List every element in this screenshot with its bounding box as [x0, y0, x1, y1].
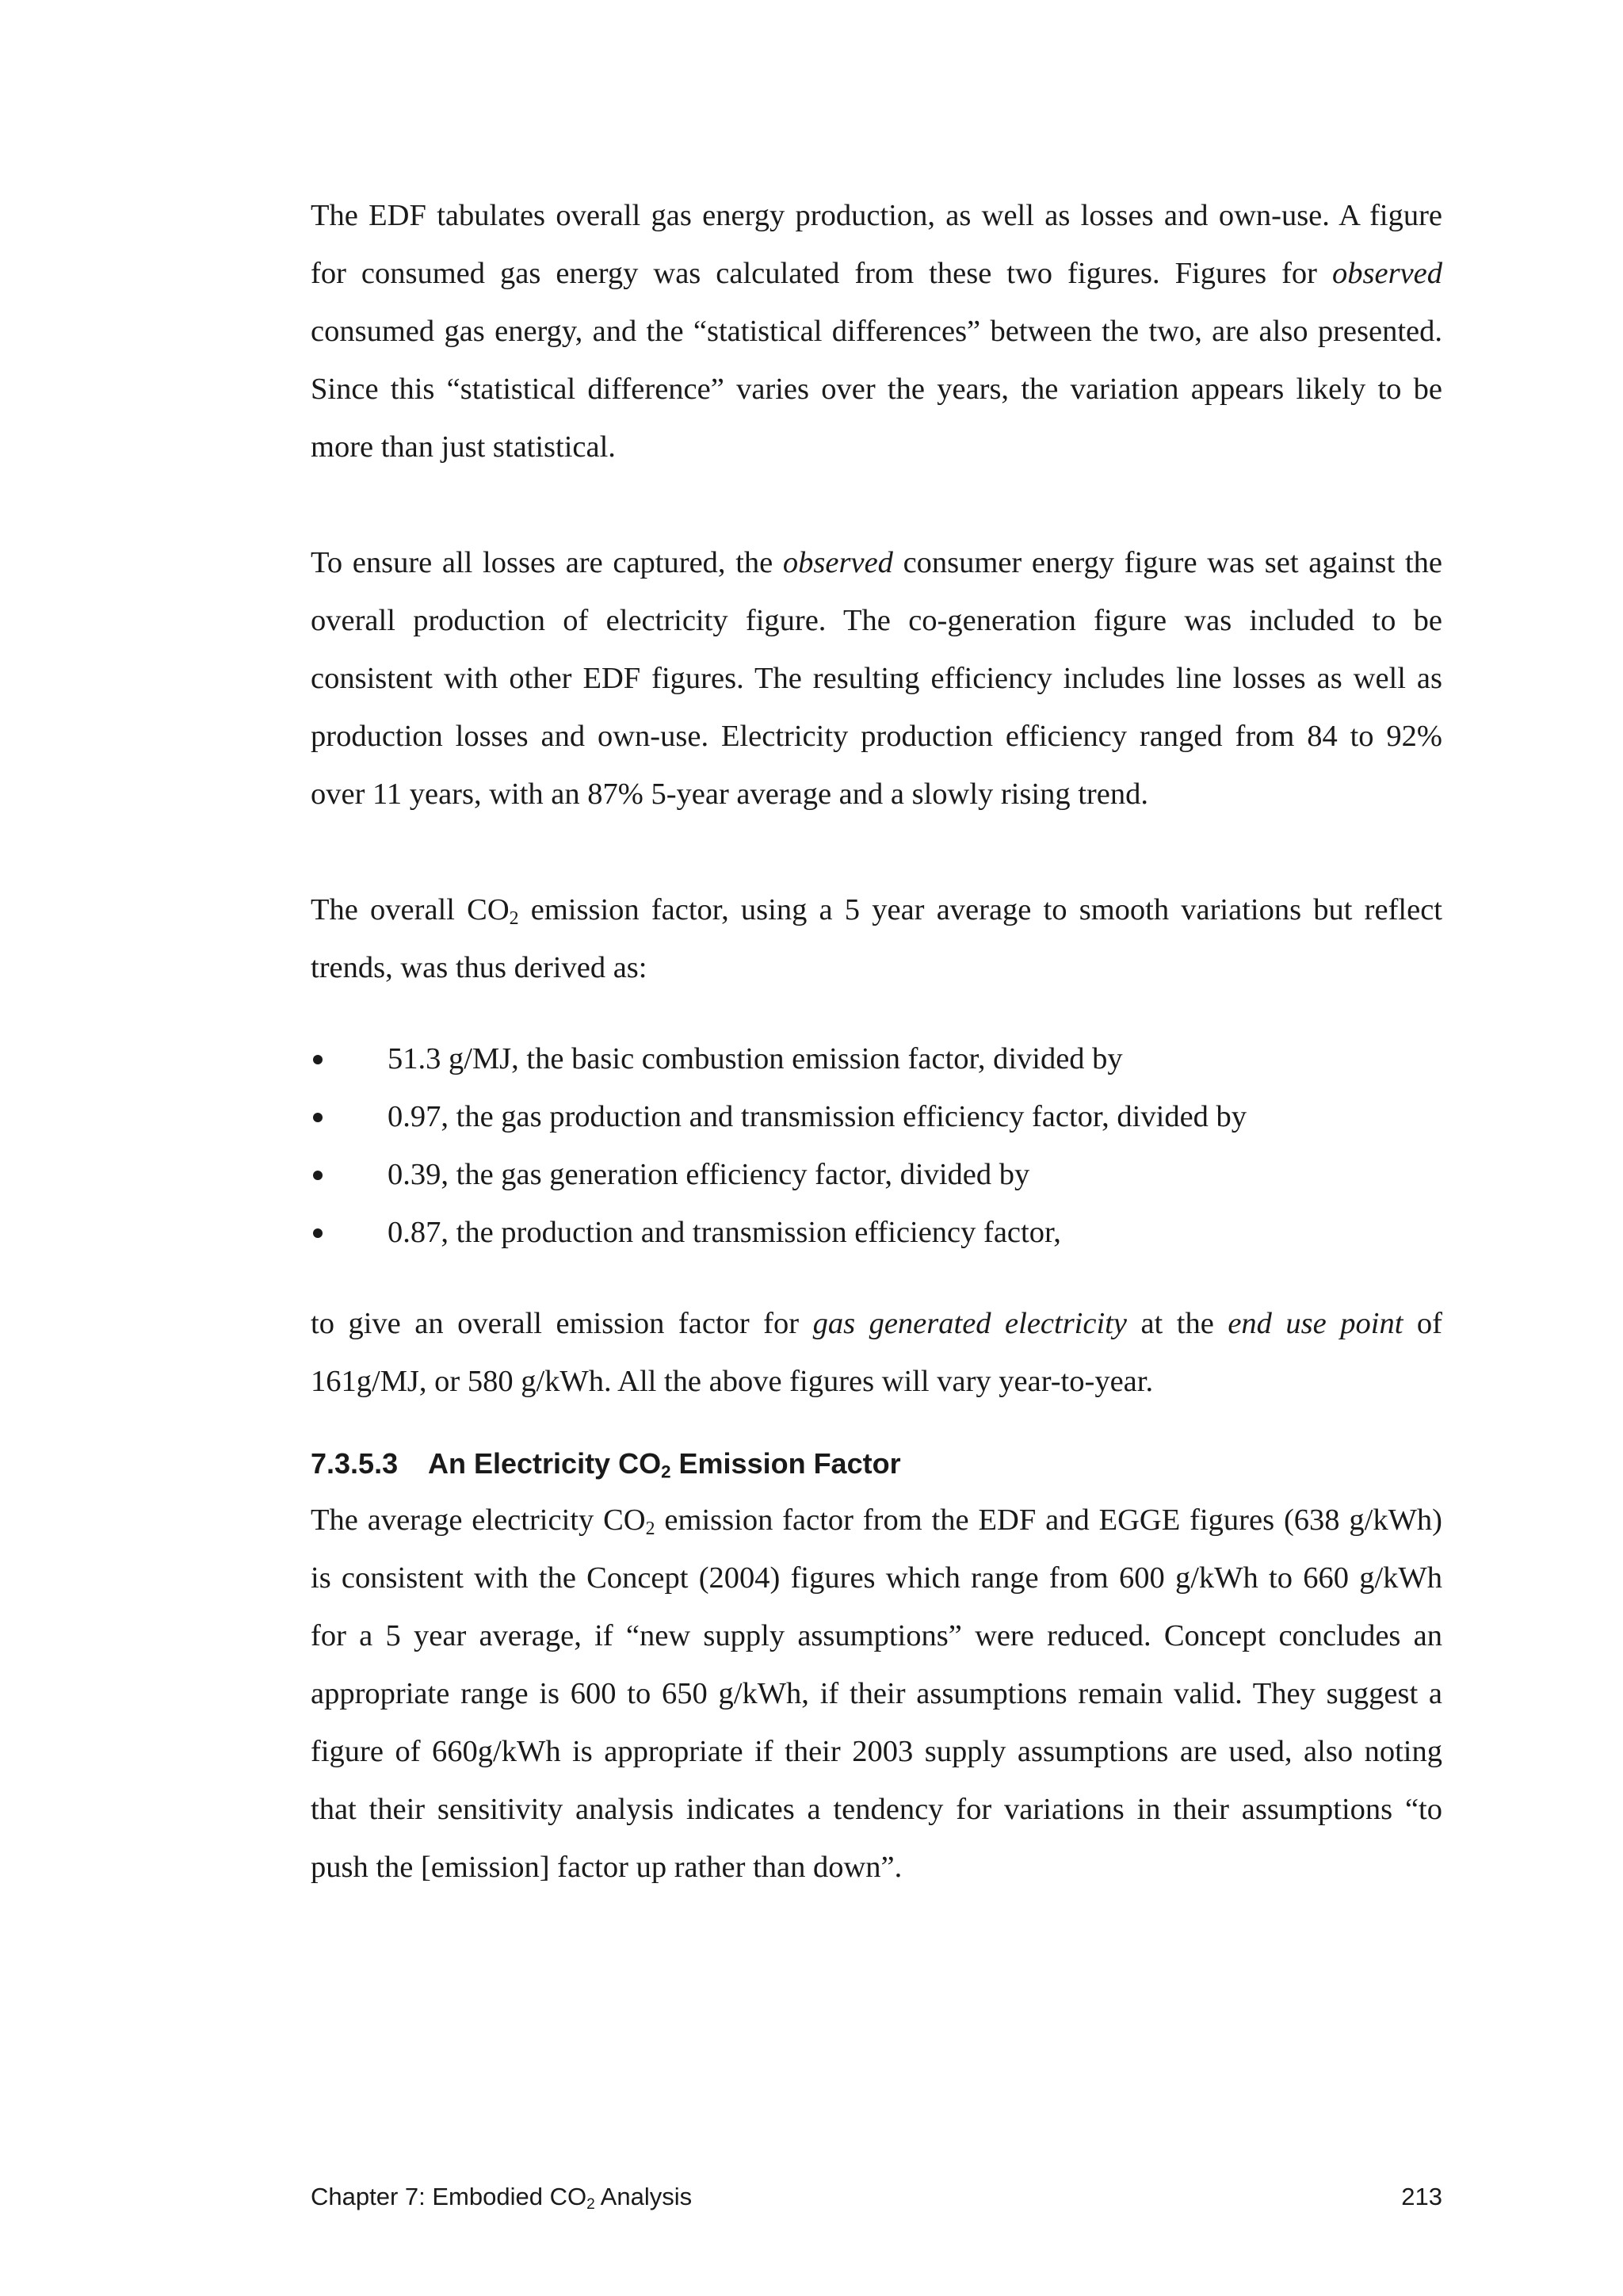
paragraph-text: emission factor, using a 5 year average to smooth variations but reflect trends, was thus derived as: — [311, 893, 1442, 984]
list-item — [311, 1030, 1442, 1088]
paragraph-text: consumed gas energy, and the “statistical differences” between the two, are also presented. Since this “statistical difference” varies over the years, the variation appears likely to be more than just statistical. — [311, 315, 1442, 464]
footer-chapter — [311, 2183, 693, 2213]
paragraph-losses-captured — [311, 534, 1442, 823]
emphasis-gas-generated-electricity: gas generated electricity — [812, 1307, 1127, 1340]
list-item — [311, 1088, 1442, 1146]
subscript: 2 — [645, 1518, 655, 1539]
section-heading — [311, 1444, 1442, 1484]
list-item-text: 0.87, the production and transmission efficiency factor, — [388, 1216, 1061, 1249]
paragraph-text: consumer energy figure was set against the overall production of electricity figure. The co-generation figure was included to be consistent with other EDF figures. The resulting efficiency includes line losses as well as production losses and own-use. Electricity production efficiency ranged from 84 to 92% over 11 years, with an 87% 5-year average and a slowly rising trend. — [311, 546, 1442, 811]
page-number: 213 — [1401, 2183, 1442, 2210]
bullet-icon — [313, 1171, 323, 1180]
emphasis-observed: observed — [1332, 257, 1442, 290]
page-content — [311, 187, 1442, 1897]
section-title: Emission Factor — [670, 1447, 901, 1480]
subscript: 2 — [661, 1461, 671, 1482]
paragraph-emission-factor-intro — [311, 881, 1442, 997]
subscript: 2 — [509, 907, 519, 929]
paragraph-text: at the — [1126, 1307, 1228, 1340]
paragraph-text: of 161g/MJ, or 580 g/kWh. All the above figures will vary year-to-year. — [311, 1307, 1442, 1398]
footer-text: Chapter 7: Embodied CO — [311, 2183, 587, 2210]
paragraph-text: To ensure all losses are captured, the — [311, 546, 783, 579]
paragraph-electricity-factor — [311, 1492, 1442, 1897]
emphasis-end-use-point: end use point — [1228, 1307, 1403, 1340]
list-item-text: 0.39, the gas generation efficiency factor, divided by — [388, 1158, 1030, 1191]
bullet-icon — [313, 1228, 323, 1238]
list-item-text: 51.3 g/MJ, the basic combustion emission factor, divided by — [388, 1042, 1123, 1075]
bullet-icon — [313, 1113, 323, 1122]
paragraph-gas-production — [311, 187, 1442, 476]
footer-text: Analysis — [594, 2183, 693, 2210]
subscript: 2 — [586, 2195, 595, 2213]
paragraph-text: The EDF tabulates overall gas energy production, as well as losses and own-use. A figure for consumed gas energy was calculated from these two figures. Figures for — [311, 199, 1442, 290]
page-footer — [311, 2181, 1442, 2213]
paragraph-text: The average electricity CO — [311, 1503, 646, 1537]
section-number: 7.3.5.3 — [311, 1447, 399, 1480]
list-item — [311, 1146, 1442, 1204]
emphasis-observed: observed — [782, 546, 893, 579]
paragraph-text: emission factor from the EDF and EGGE figures (638 g/kWh) is consistent with the Concept (2004) figures which range from 600 g/kWh to 660 g/kWh for a 5 year average, if “new supply assumptions” were reduced. Concept concludes an appropriate range is 600 to 650 g/kWh, if their assumptions remain valid. They suggest a figure of 660g/kWh is appropriate if their 2003 supply assumptions are used, also noting that their sensitivity analysis indicates a tendency for variations in their assumptions “to push the [emission] factor up rather than down”. — [311, 1503, 1443, 1884]
paragraph-text: The overall CO — [311, 893, 510, 926]
section-title: An Electricity CO — [428, 1447, 662, 1480]
paragraph-text: to give an overall emission factor for — [311, 1307, 813, 1340]
list-item — [311, 1204, 1442, 1262]
paragraph-overall-factor — [311, 1295, 1442, 1411]
list-item-text: 0.97, the gas production and transmission efficiency factor, divided by — [388, 1100, 1247, 1133]
factor-list — [311, 1030, 1442, 1262]
bullet-icon — [313, 1055, 323, 1064]
